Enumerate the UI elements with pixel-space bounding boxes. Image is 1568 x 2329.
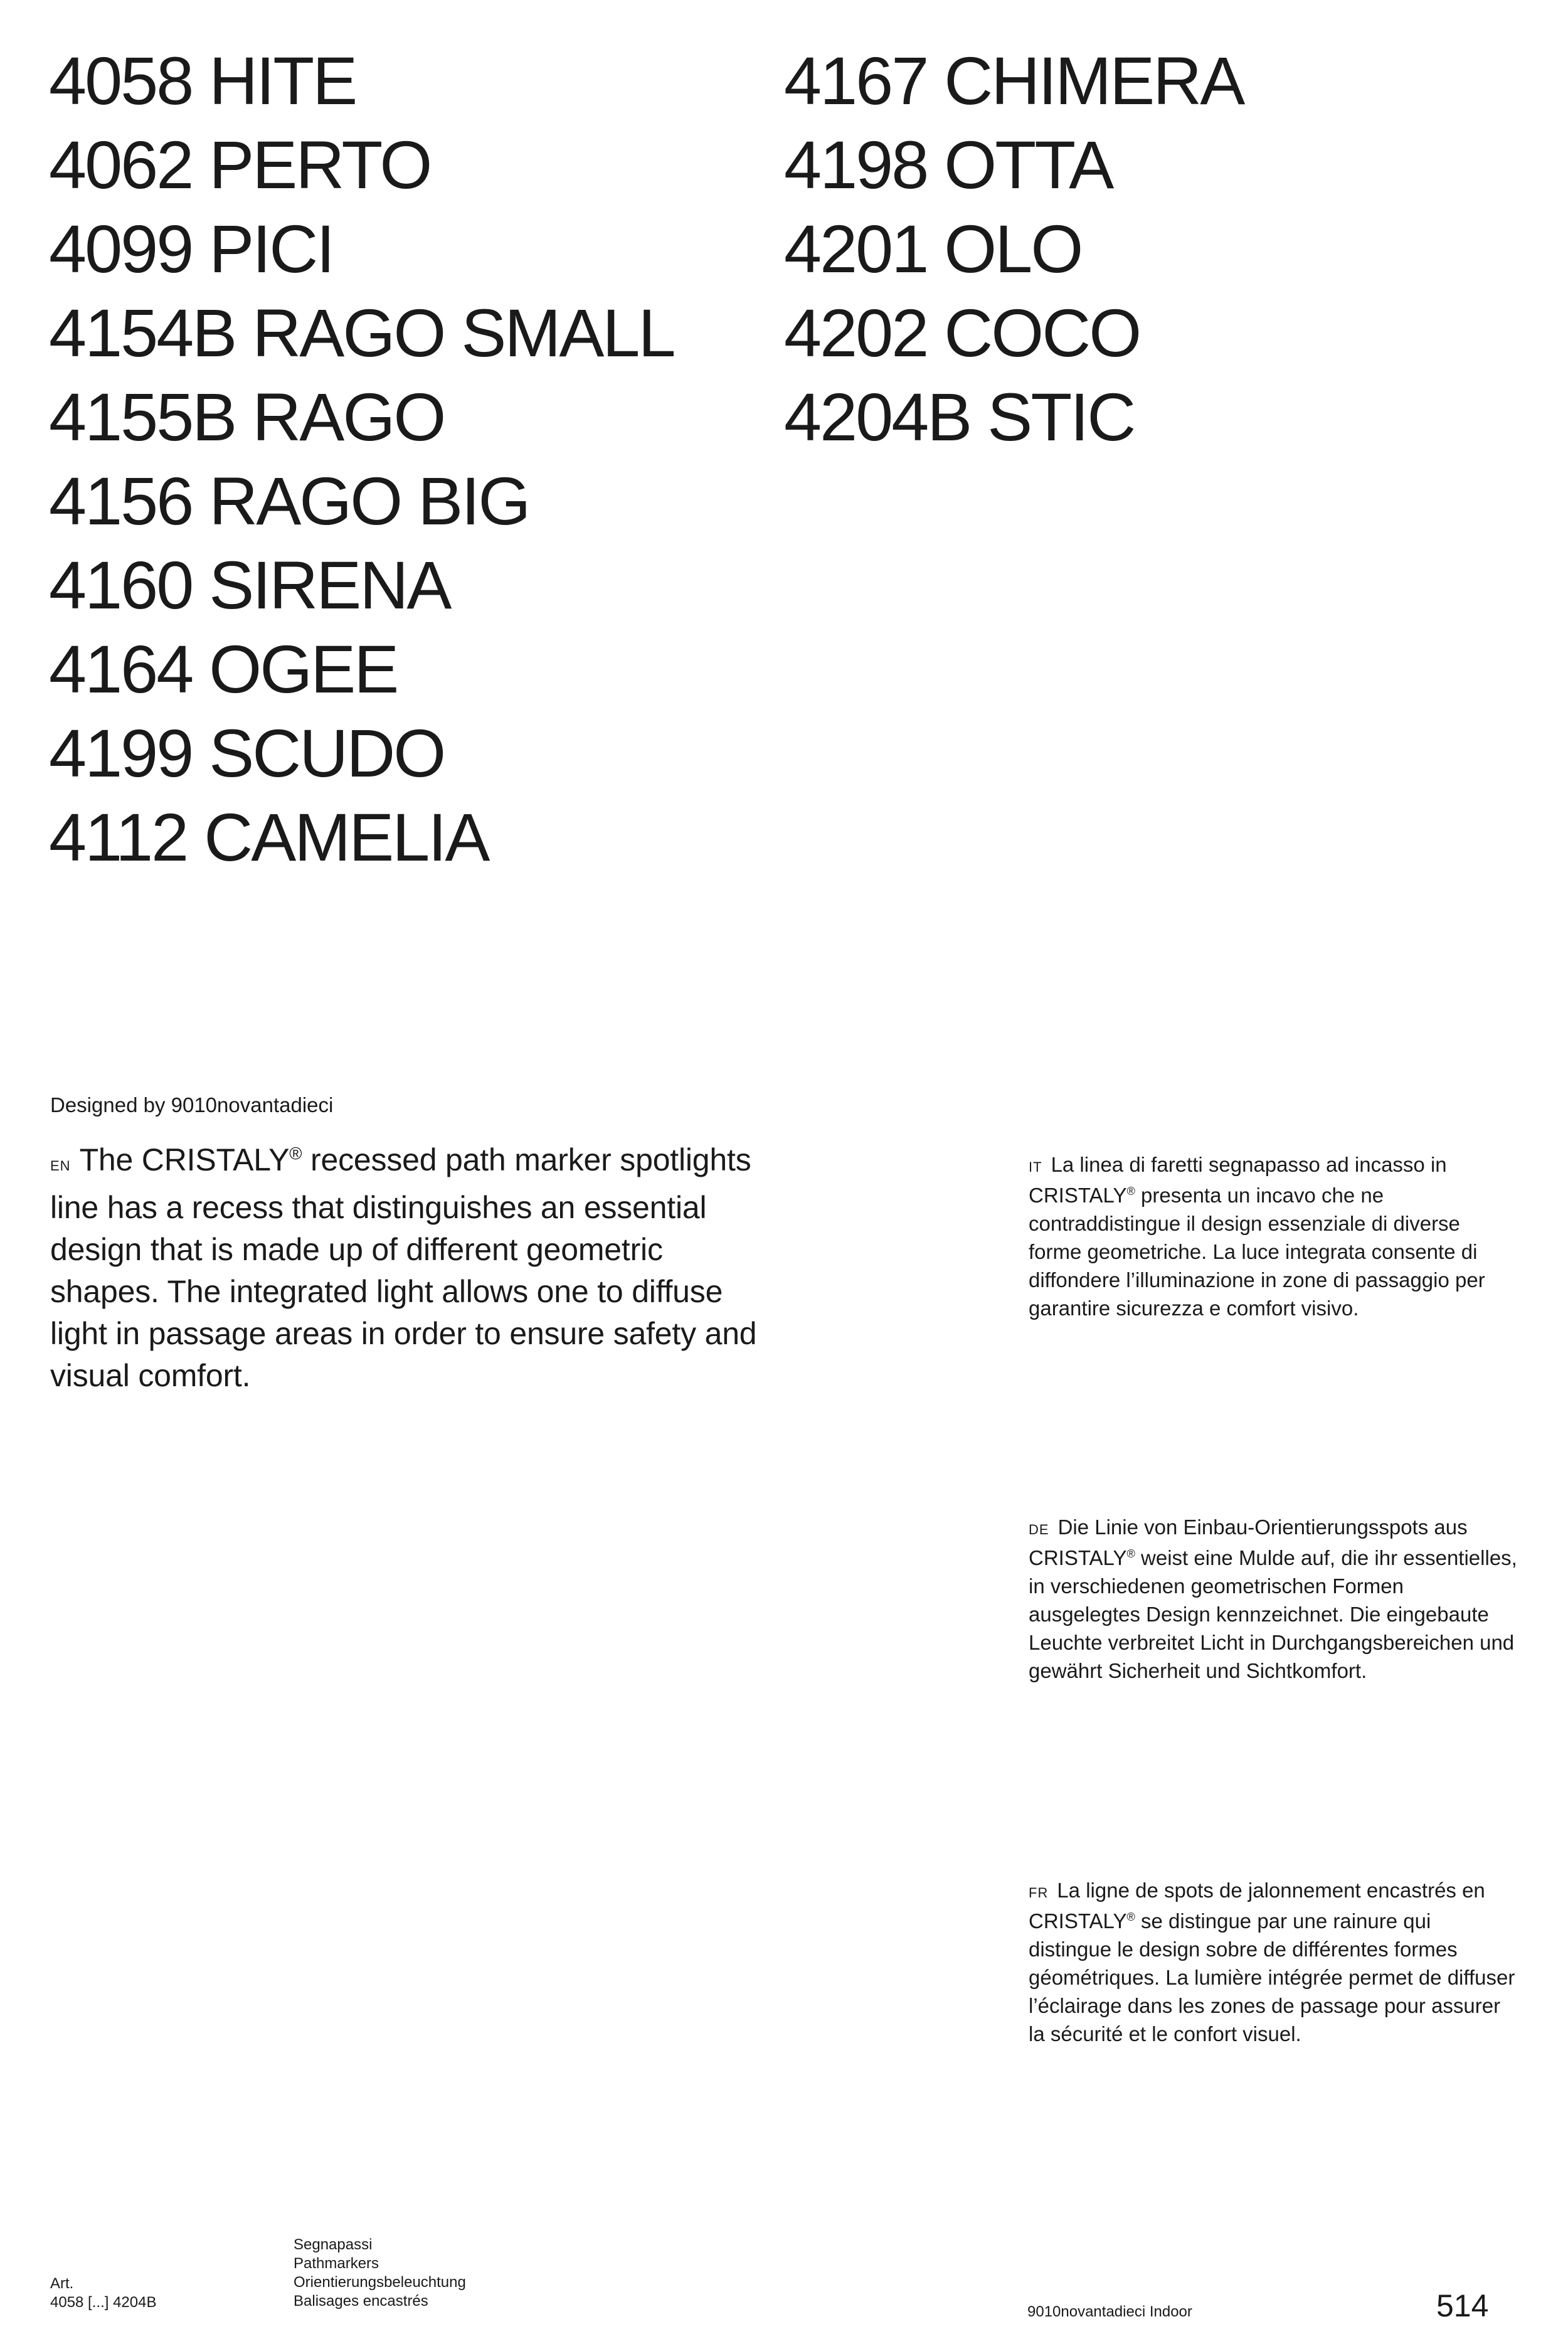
language-code: IT [1029,1159,1042,1175]
footer-category [294,2236,466,2311]
product-item: 4202 COCO [784,295,1140,371]
registered-mark: ® [289,1143,302,1164]
product-item: 4099 PICI [49,211,334,287]
product-item: 4199 SCUDO [49,715,445,791]
product-item: 4201 OLO [784,211,1082,287]
description-text: La linea di faretti segnapasso ad incasso in CRISTALY [1029,1153,1447,1207]
designer-credit: Designed by 9010novantadieci [50,1093,334,1117]
footer-art-range: 4058 [...] 4204B [50,2294,157,2311]
description-text: weist eine Mulde auf, die ihr essentielles, in verschiedenen geometrischen Formen ausgelegtes Design kennzeichnet. Die eingebaute Leuchte verbreitet Licht in Durchgangsbereichen und gewährt Sicherheit und Sichtkomfort. [1029,1546,1517,1682]
description-text: The CRISTALY [79,1142,290,1177]
description-it [1029,1150,1518,1322]
footer-category-line: Segnapassi [294,2236,373,2253]
product-list-left [49,39,674,879]
product-item: 4167 CHIMERA [784,43,1244,119]
language-code: DE [1029,1522,1049,1537]
product-item: 4204B STIC [784,379,1135,455]
product-item: 4160 SIRENA [49,547,450,623]
product-item: 4058 HITE [49,43,356,119]
registered-mark: ® [1126,1547,1135,1560]
description-text: Die Linie von Einbau-Orientierungsspots aus CRISTALY [1029,1515,1468,1569]
footer-category-line: Orientierungsbeleuchtung [294,2274,466,2291]
product-item: 4112 CAMELIA [49,799,489,875]
footer-article-range [50,2274,156,2312]
description-text: se distingue par une rainure qui distingue le design sobre de différentes formes géométriques. La lumière intégrée permet de diffuser l’éclairage dans les zones de passage pour assurer la sécurité et le confort visuel. [1029,1909,1515,2045]
description-fr [1029,1876,1518,2048]
description-en [50,1139,778,1397]
product-list-right [784,39,1243,459]
product-item: 4155B RAGO [49,379,445,455]
footer-category-line: Pathmarkers [294,2255,379,2272]
language-code: EN [50,1158,71,1174]
product-item: 4062 PERTO [49,127,431,203]
product-item: 4156 RAGO BIG [49,463,529,539]
registered-mark: ® [1126,1185,1135,1197]
footer-brand: 9010novantadieci Indoor [1027,2303,1192,2320]
footer-category-line: Balisages encastrés [294,2293,428,2310]
footer-art-label: Art. [50,2275,74,2292]
description-de [1029,1513,1518,1685]
page-number: 514 [1436,2288,1489,2323]
description-text: presenta un incavo che ne contraddistingue il design essenziale di diverse forme geometriche. La luce integrata consente di diffondere l’illuminazione in zone di passaggio per garantire sicurezza e comfort visivo. [1029,1184,1485,1320]
language-code: FR [1029,1885,1049,1901]
product-item: 4164 OGEE [49,631,398,707]
description-text: La ligne de spots de jalonnement encastrés en CRISTALY [1029,1879,1485,1933]
product-item: 4198 OTTA [784,127,1113,203]
product-item: 4154B RAGO SMALL [49,295,674,371]
description-text: recessed path marker spotlights line has a recess that distinguishes an essential design that is made up of different geometric shapes. The integrated light allows one to diffuse light in passage areas in order to ensure safety and visual comfort. [50,1142,757,1393]
registered-mark: ® [1126,1911,1135,1923]
